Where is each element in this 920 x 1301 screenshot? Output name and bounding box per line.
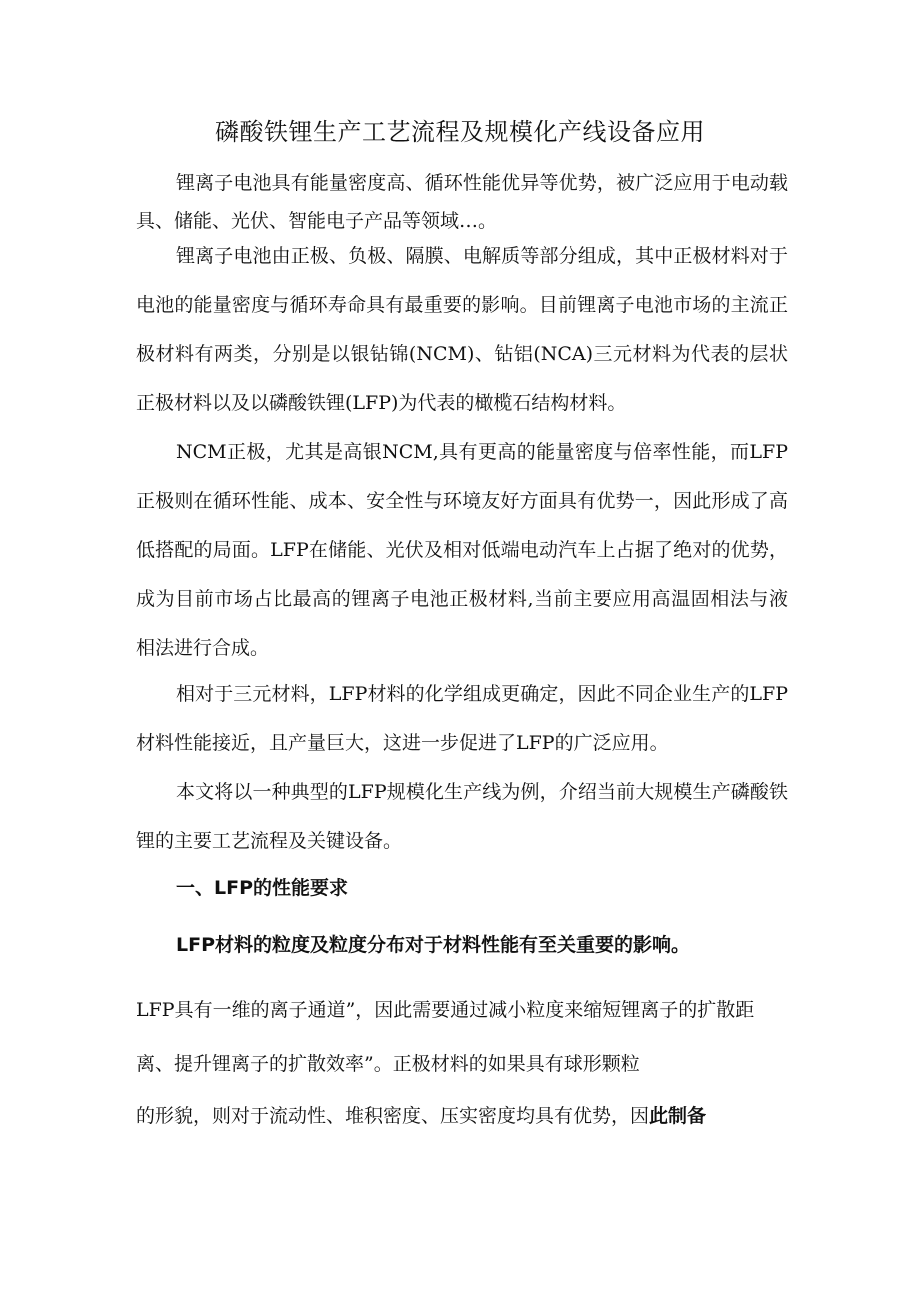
document-title: 磷酸铁锂生产工艺流程及规模化产线设备应用 bbox=[215, 118, 705, 146]
section-heading: 一、LFP的性能要求 bbox=[176, 877, 349, 899]
body-line bbox=[136, 1101, 788, 1131]
paragraph-lfp-advantage: 相对于三元材料，LFP材料的化学组成更确定，因此不同企业生产的LFP材料性能接近，且产量巨大，这进一步促进了LFP的广泛应用。 bbox=[136, 683, 788, 754]
paragraph-cathode-materials: 锂离子电池由正极、负极、隔膜、电解质等部分组成，其中正极材料对于电池的能量密度与循环寿命具有最重要的影响。目前锂离子电池市场的主流正极材料有两类，分别是以银钻锦(NCM)、钻铝(NCA)三元材料为代表的层状正极材料以及以磷酸铁锂(LFP)为代表的橄榄石结构材料。 bbox=[136, 245, 788, 414]
body-line: 离、提升锂离子的扩散效率”。正极材料的如果具有球形颗粒 bbox=[136, 1053, 640, 1075]
paragraph-ncm-lfp-comparison: NCM正极，尤其是高银NCM,具有更高的能量密度与倍率性能，而LFP正极则在循环性能、成本、安全性与环境友好方面具有优势一，因此形成了高低搭配的局面。LFP在储能、光伏及相对低端电动汽车上占据了绝对的优势，成为目前市场占比最高的锂离子电池正极材料,当前主要应用高温固相法与液相法进行合成。 bbox=[136, 441, 788, 659]
sub-heading: LFP材料的粒度及粒度分布对于材料性能有至关重要的影响。 bbox=[176, 934, 691, 956]
paragraph-article-scope: 本文将以一种典型的LFP规模化生产线为例，介绍当前大规模生产磷酸铁锂的主要工艺流程及关键设备。 bbox=[136, 781, 788, 852]
body-line-bold-text: 此制备 bbox=[649, 1105, 707, 1127]
paragraph-intro: 锂离子电池具有能量密度高、循环性能优异等优势，被广泛应用于电动载具、储能、光伏、智能电子产品等领域…。 bbox=[136, 172, 788, 232]
body-line-normal-text: 的形貌，则对于流动性、堆积密度、压实密度均具有优势，因 bbox=[136, 1105, 650, 1127]
body-line: LFP具有一维的离子通道”，因此需要通过减小粒度来缩短锂离子的扩散距 bbox=[136, 999, 755, 1021]
